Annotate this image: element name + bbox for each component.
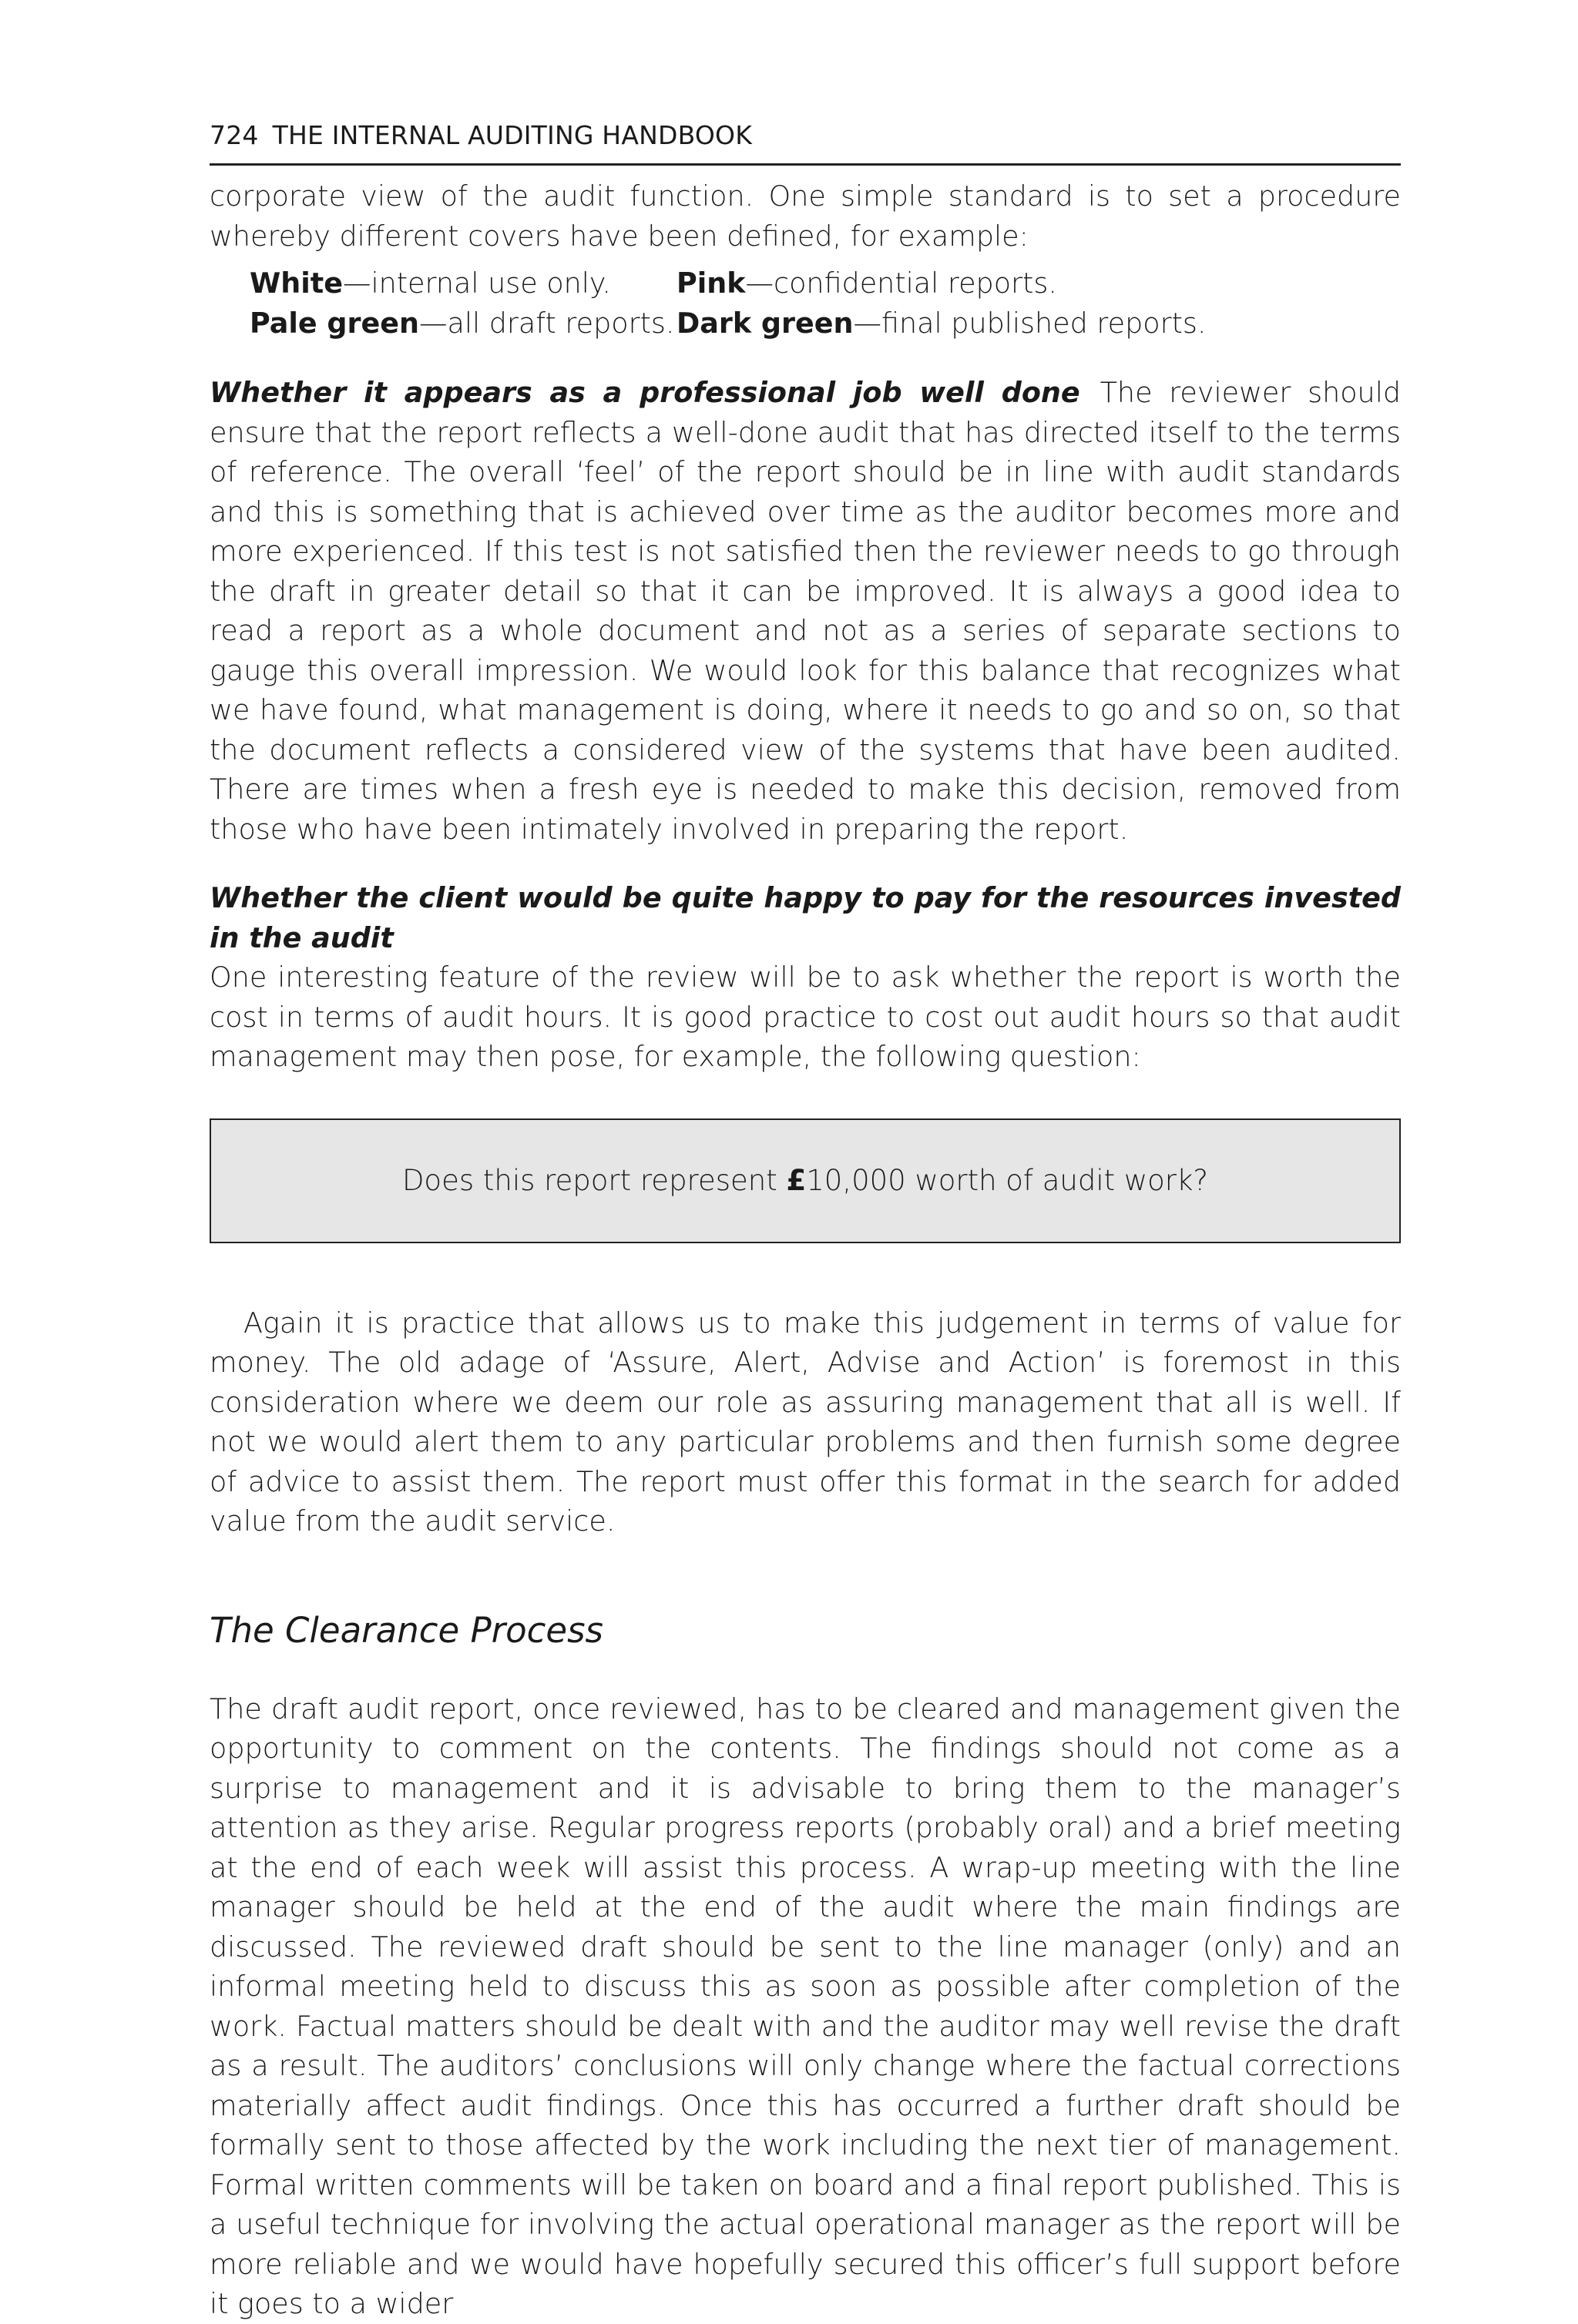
cover-colour-list bbox=[250, 263, 1401, 344]
callout-text-before: Does this report represent bbox=[401, 1164, 787, 1197]
page-number: 724 bbox=[210, 120, 259, 150]
client-pay-heading: Whether the client would be quite happy to pay for the resources invested in the audit bbox=[210, 881, 1401, 954]
professional-job-text: The reviewer should ensure that the report reflects a well-done audit that has directed itself to the terms of reference. The overall ‘feel’ of the report should be in line with audit standards and this is something that is achieved over time as the auditor becomes more and more experienced. If this test is not satisfied then the reviewer needs to go through the draft in greater detail so that it can be improved. It is always a good idea to read a report as a whole document and not as a series of separate sections to gauge this overall impression. We would look for this balance that recognizes what we have found, what management is doing, where it needs to go and so on, so that the document reflects a considered view of the systems that have been audited. There are times when a fresh eye is needed to make this decision, removed from those who have been intimately involved in preparing the report. bbox=[210, 376, 1401, 846]
professional-job-heading: Whether it appears as a professional job well done bbox=[210, 376, 1080, 409]
book-page bbox=[210, 116, 1401, 2324]
book-title: THE INTERNAL AUDITING HANDBOOK bbox=[272, 120, 753, 150]
cover-item-dark-green: Dark green—final published reports. bbox=[677, 307, 1207, 340]
clearance-paragraph: The draft audit report, once reviewed, has to be cleared and management given the opportunity to comment on the contents. The findings should not come as a surprise to management and it is advisable to bring them to the manager’s attention as they arise. Regular progress reports (probably oral) and a brief meeting at the end of each week will assist this process. A wrap-up meeting with the line manager should be held at the end of the audit where the main findings are discussed. The reviewed draft should be sent to the line manager (only) and an informal meeting held to discuss this as soon as possible after completion of the work. Factual matters should be dealt with and the auditor may well revise the draft as a result. The auditors’ conclusions will only change where the factual corrections materially affect audit findings. Once this has occurred a further draft should be formally sent to those affected by the work including the next tier of management. Formal written comments will be taken on board and a final report published. This is a useful technique for involving the actual operational manager as the report will be more reliable and we would have hopefully secured this officer’s full support before it goes to a wider bbox=[210, 1692, 1401, 2320]
value-for-money-paragraph: Again it is practice that allows us to make this judgement in terms of value for money. The old adage of ‘Assure, Alert, Advise and Action’ is foremost in this consideration where we deem our role as assuring management that all is well. If not we would alert them to any particular problems and then furnish some degree of advice to assist them. The report must offer this format in the search for added value from the audit service. bbox=[210, 1306, 1401, 1538]
cover-item-pink: Pink—confidential reports. bbox=[677, 267, 1057, 300]
cover-item-white: White—internal use only. bbox=[250, 267, 611, 300]
client-pay-text: One interesting feature of the review will be to ask whether the report is worth the cost in terms of audit hours. It is good practice to cost out audit hours so that audit management may then pose, for example, the following question: bbox=[210, 961, 1401, 1073]
professional-job-paragraph bbox=[210, 373, 1401, 849]
client-pay-paragraph bbox=[210, 878, 1401, 1077]
intro-paragraph: corporate view of the audit function. One simple standard is to set a procedure whereby different covers have been defined, for example: bbox=[210, 179, 1401, 253]
section-title-clearance: The Clearance Process bbox=[210, 1609, 603, 1651]
pound-sign: £ bbox=[786, 1164, 807, 1197]
running-head bbox=[210, 116, 1401, 166]
callout-text-after: 10,000 worth of audit work? bbox=[806, 1164, 1209, 1197]
cover-item-pale-green: Pale green—all draft reports. bbox=[250, 307, 675, 340]
question-callout-box bbox=[210, 1118, 1401, 1243]
